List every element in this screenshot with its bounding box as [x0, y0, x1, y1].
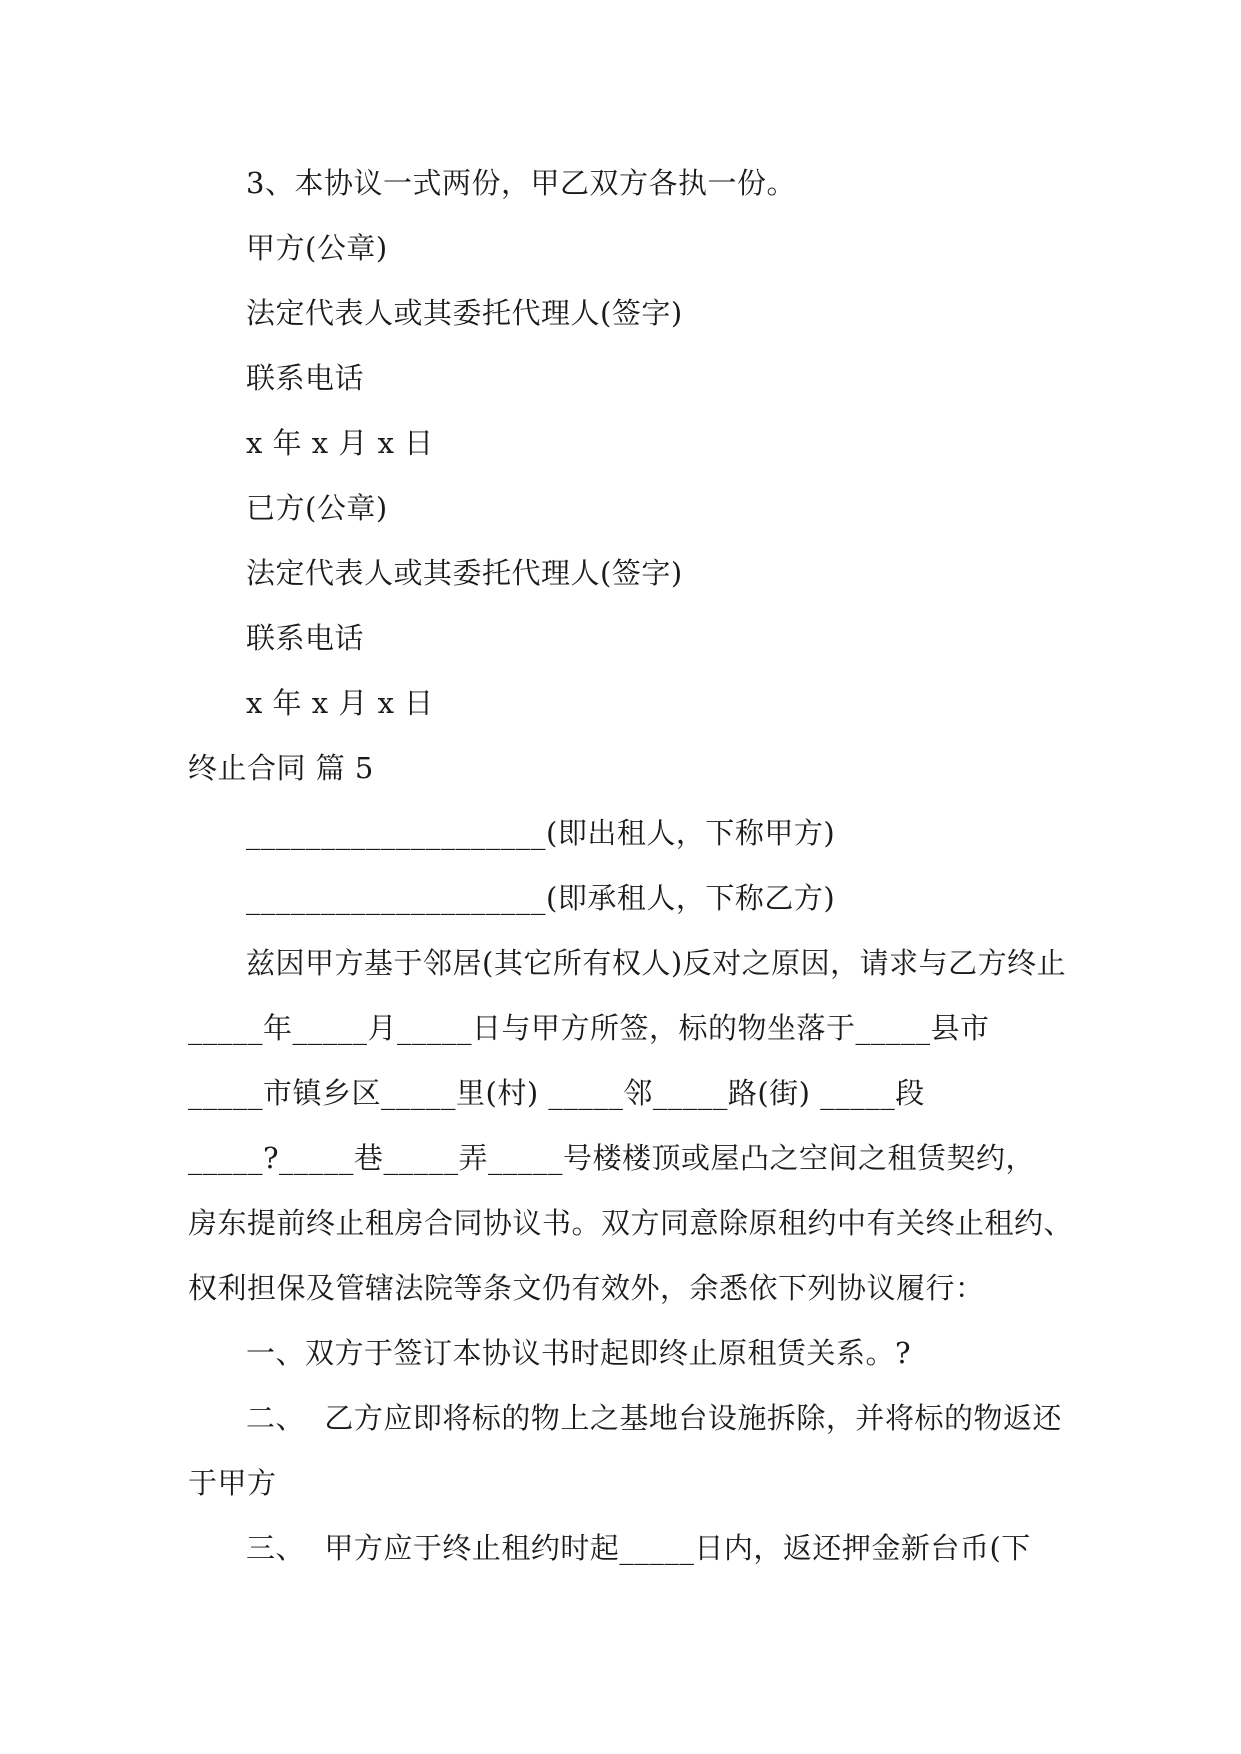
party-a-representative: 法定代表人或其委托代理人(签字) — [246, 296, 683, 330]
party-a-date: x 年 x 月 x 日 — [246, 426, 434, 460]
body-paragraph-line: _____市镇乡区_____里(村) _____邻_____路(街) _____段 — [188, 1076, 925, 1110]
section-heading: 终止合同 篇 5 — [188, 751, 374, 785]
body-paragraph-line: 房东提前终止租房合同协议书。双方同意除原租约中有关终止租约、 — [188, 1206, 1074, 1240]
party-b-date: x 年 x 月 x 日 — [246, 686, 434, 720]
clause-3-copies: 3、本协议一式两份，甲乙双方各执一份。 — [246, 166, 796, 200]
party-b-seal: 已方(公章) — [246, 491, 388, 525]
clause-two-continued: 于甲方 — [188, 1466, 277, 1500]
clause-three: 三、 甲方应于终止租约时起_____日内，返还押金新台币(下 — [246, 1531, 1031, 1565]
party-b-phone: 联系电话 — [246, 621, 365, 655]
party-a-phone: 联系电话 — [246, 361, 365, 395]
party-a-seal: 甲方(公章) — [246, 231, 388, 265]
body-paragraph-line: _____?_____巷_____弄_____号楼楼顶或屋凸之空间之租赁契约， — [188, 1141, 1036, 1175]
lessee-line: ____________________(即承租人，下称乙方) — [246, 881, 836, 915]
clause-one: 一、双方于签订本协议书时起即终止原租赁关系。? — [246, 1336, 912, 1370]
lessor-line: ____________________(即出租人，下称甲方) — [246, 816, 836, 850]
body-paragraph-line: 兹因甲方基于邻居(其它所有权人)反对之原因，请求与乙方终止 — [246, 946, 1067, 980]
party-b-representative: 法定代表人或其委托代理人(签字) — [246, 556, 683, 590]
body-paragraph-line: 权利担保及管辖法院等条文仍有效外，余悉依下列协议履行： — [188, 1271, 985, 1305]
clause-two: 二、 乙方应即将标的物上之基地台设施拆除，并将标的物返还 — [246, 1401, 1062, 1435]
body-paragraph-line: _____年_____月_____日与甲方所签，标的物坐落于_____县市 — [188, 1011, 990, 1045]
